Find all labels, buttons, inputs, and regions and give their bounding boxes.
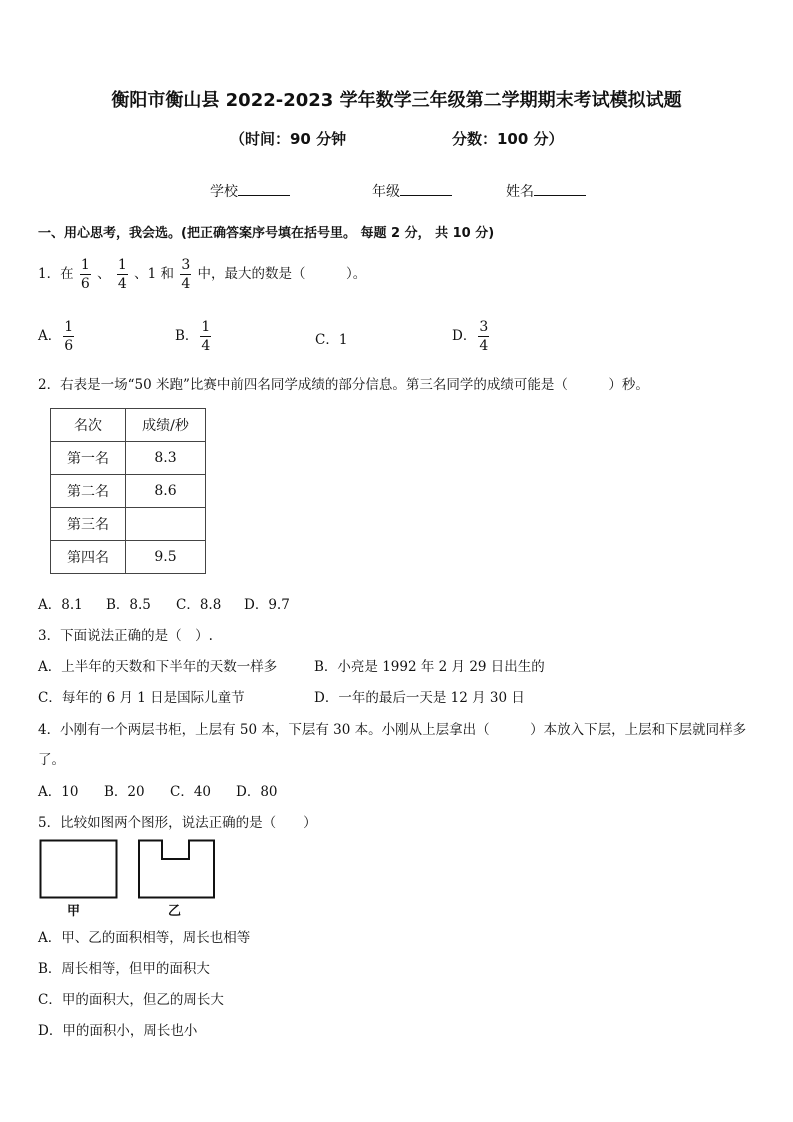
q1-fraction-2: [117, 256, 128, 293]
denominator: 4: [201, 338, 211, 354]
table-row: [51, 541, 206, 574]
q1-option-d[interactable]: [452, 318, 491, 355]
table-cell: 8.3: [126, 442, 206, 475]
q2-option-a[interactable]: A．8.1: [38, 597, 83, 613]
q1-fraction-3: [180, 256, 191, 293]
label-jia: 甲: [67, 904, 81, 919]
table-row: [51, 442, 206, 475]
q5-option-b[interactable]: B．周长相等，但甲的面积大: [38, 961, 210, 977]
grade-field: [372, 181, 452, 201]
exam-title: 衡阳市衡山县 2022-2023 学年数学三年级第二学期期末考试模拟试题: [111, 90, 682, 111]
denominator: 4: [117, 276, 127, 292]
question-4-line-1: 4．小刚有一个两层书柜，上层有 50 本，下层有 30 本。小刚从上层拿出（ ）本放入下层，上层和下层就同样多: [38, 722, 747, 738]
shape-jia-rectangle: [41, 841, 117, 898]
option-letter: A．: [38, 328, 62, 344]
question-5: 5．比较如图两个图形，说法正确的是（ ）: [38, 815, 317, 831]
q1-option-a[interactable]: [38, 318, 76, 355]
q1-fraction-1: [80, 256, 91, 293]
q2-option-c[interactable]: C．8.8: [176, 597, 222, 613]
denominator: 4: [479, 338, 489, 354]
option-fraction: [478, 318, 489, 355]
exam-time: （时间：90 分钟: [230, 130, 347, 148]
q1-option-c[interactable]: C．1: [315, 332, 348, 348]
table-cell: 第二名: [51, 475, 126, 508]
q4-option-a[interactable]: A．10: [38, 784, 79, 800]
q4-option-c[interactable]: C．40: [170, 784, 212, 800]
q1-suffix: 中，最大的数是（ ）。: [197, 266, 367, 282]
numerator: 3: [479, 319, 489, 335]
option-letter: B．: [175, 328, 199, 344]
option-letter: D．: [452, 328, 477, 344]
q1-option-b[interactable]: [175, 318, 213, 355]
table-row: [51, 475, 206, 508]
name-label: 姓名: [506, 184, 534, 200]
q1-prefix: 1．在: [38, 266, 74, 282]
name-field: [506, 181, 586, 201]
q4-option-d[interactable]: D．80: [236, 784, 278, 800]
school-blank[interactable]: [238, 182, 290, 196]
numerator: 1: [117, 257, 127, 273]
table-cell: 第一名: [51, 442, 126, 475]
q4-option-b[interactable]: B．20: [104, 784, 145, 800]
question-4-line-2: 了。: [38, 752, 65, 768]
numerator: 1: [64, 319, 74, 335]
shapes-figure: [38, 838, 228, 900]
q5-option-d[interactable]: D．甲的面积小，周长也小: [38, 1023, 198, 1039]
numerator: 3: [181, 257, 191, 273]
q3-option-d[interactable]: D．一年的最后一天是 12 月 30 日: [314, 690, 525, 706]
school-field: [210, 181, 290, 201]
question-1: [38, 256, 366, 293]
table-header-row: [51, 409, 206, 442]
denominator: 6: [80, 276, 90, 292]
table-cell: 8.6: [126, 475, 206, 508]
table-cell: 9.5: [126, 541, 206, 574]
option-fraction: [63, 318, 74, 355]
q3-option-b[interactable]: B．小亮是 1992 年 2 月 29 日出生的: [314, 659, 545, 675]
table-row: [51, 508, 206, 541]
question-2: 2．右表是一场“50 米跑”比赛中前四名同学成绩的部分信息。第三名同学的成绩可能是（ ）秒。: [38, 377, 649, 393]
table-header: 成绩/秒: [126, 409, 206, 442]
numerator: 1: [201, 319, 211, 335]
table-header: 名次: [51, 409, 126, 442]
name-blank[interactable]: [534, 182, 586, 196]
grade-blank[interactable]: [400, 182, 452, 196]
numerator: 1: [80, 257, 90, 273]
results-table: [50, 408, 206, 574]
question-3: 3．下面说法正确的是（ ）.: [38, 628, 213, 644]
q2-option-d[interactable]: D．9.7: [244, 597, 290, 613]
q5-option-c[interactable]: C．甲的面积大，但乙的周长大: [38, 992, 224, 1008]
shape-yi-notched: [139, 841, 214, 898]
q1-mid: 、1 和: [134, 266, 175, 282]
exam-score: 分数：100 分）: [452, 130, 564, 148]
table-cell: [126, 508, 206, 541]
option-fraction: [200, 318, 211, 355]
q3-option-a[interactable]: A．上半年的天数和下半年的天数一样多: [38, 659, 278, 675]
school-label: 学校: [210, 184, 238, 200]
denominator: 4: [181, 276, 191, 292]
label-yi: 乙: [168, 904, 182, 919]
q3-option-c[interactable]: C．每年的 6 月 1 日是国际儿童节: [38, 690, 245, 706]
denominator: 6: [64, 338, 74, 354]
table-cell: 第三名: [51, 508, 126, 541]
q1-sep: 、: [97, 266, 111, 282]
grade-label: 年级: [372, 184, 400, 200]
q2-option-b[interactable]: B．8.5: [106, 597, 151, 613]
table-cell: 第四名: [51, 541, 126, 574]
q5-option-a[interactable]: A．甲、乙的面积相等，周长也相等: [38, 930, 251, 946]
section-heading: 一、用心思考，我会选。(把正确答案序号填在括号里。 每题 2 分， 共 10 分): [38, 226, 495, 241]
